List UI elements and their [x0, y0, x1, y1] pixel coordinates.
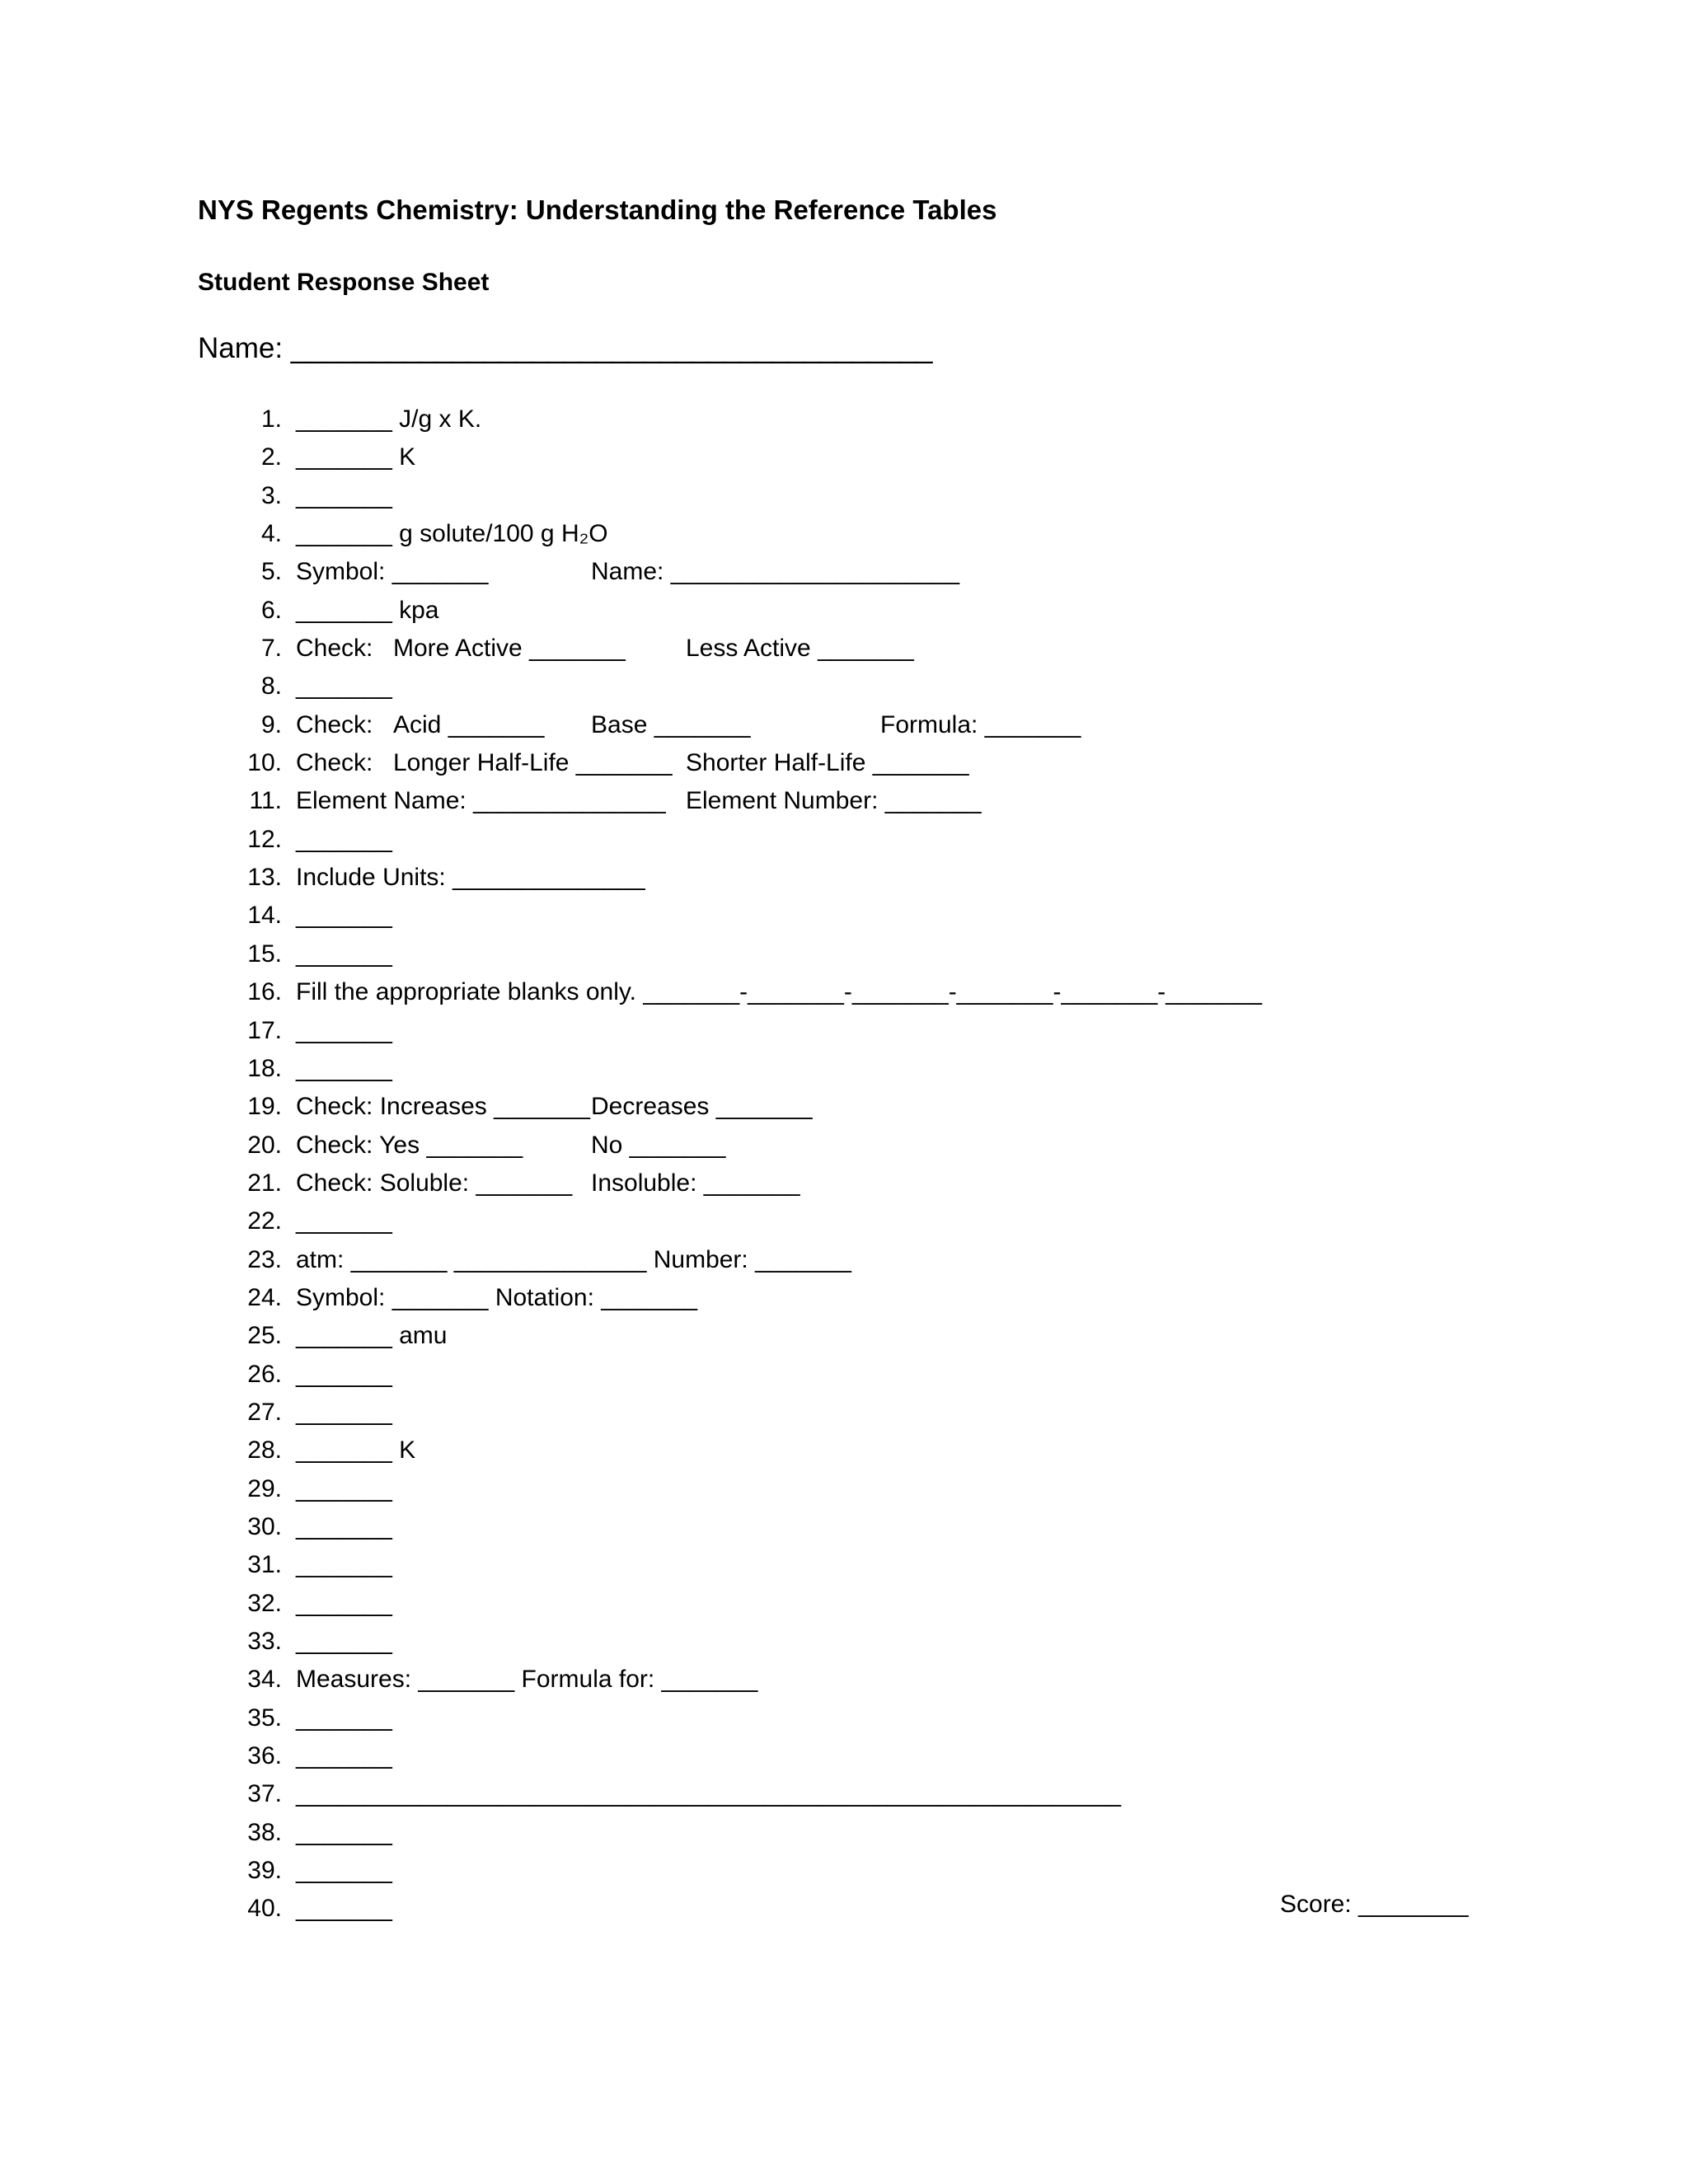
list-item: [0, 1814, 1688, 1852]
list-item: [0, 1394, 1688, 1432]
answer-field[interactable]: _______: [296, 1589, 392, 1617]
answer-field[interactable]: Base _______: [591, 710, 751, 738]
answer-field[interactable]: _______: [296, 1054, 392, 1082]
list-item: [0, 1241, 1688, 1279]
answer-field[interactable]: _______: [296, 940, 392, 968]
answer-field[interactable]: Check: Soluble: _______: [296, 1169, 573, 1197]
name-field[interactable]: Name: ________________________________________: [198, 332, 933, 364]
item-number: 8.: [260, 673, 282, 701]
answer-field[interactable]: Name: _____________________: [591, 558, 960, 586]
item-number: 29.: [247, 1474, 282, 1502]
answer-field[interactable]: Longer Half-Life _______: [393, 749, 673, 777]
item-number: 33.: [247, 1628, 282, 1655]
list-item: [0, 821, 1688, 859]
list-item: [0, 630, 1688, 668]
answer-field[interactable]: _______: [296, 1360, 392, 1388]
item-number: 13.: [247, 864, 282, 892]
answer-field[interactable]: _______: [296, 1207, 392, 1235]
item-number: 11.: [249, 787, 282, 815]
list-item: [0, 438, 1688, 476]
item-number: 2.: [260, 443, 282, 471]
list-item: [0, 897, 1688, 935]
list-item: [0, 477, 1688, 515]
list-item: [0, 668, 1688, 705]
list-item: [0, 1088, 1688, 1126]
list-item: [0, 1546, 1688, 1584]
answer-field[interactable]: _______: [296, 1474, 392, 1502]
answer-field[interactable]: _______: [296, 1551, 392, 1579]
answer-field[interactable]: Check: Yes _______: [296, 1131, 523, 1159]
answer-field[interactable]: _______ amu: [296, 1322, 448, 1350]
item-number: 37.: [247, 1780, 282, 1808]
item-number: 26.: [247, 1360, 282, 1388]
answer-field[interactable]: Check:: [296, 635, 373, 663]
list-item: [0, 1127, 1688, 1165]
list-item: [0, 1356, 1688, 1394]
list-item: [0, 592, 1688, 630]
answer-field[interactable]: _______: [296, 673, 392, 701]
answer-field[interactable]: _______: [296, 481, 392, 509]
list-item: [0, 706, 1688, 744]
list-item: [0, 1012, 1688, 1050]
list-item: [0, 401, 1688, 438]
item-number: 23.: [247, 1245, 282, 1273]
item-number: 34.: [247, 1666, 282, 1694]
item-number: 5.: [260, 558, 282, 586]
answer-field[interactable]: _______: [296, 1398, 392, 1426]
list-item: [0, 1661, 1688, 1699]
page-subtitle: Student Response Sheet: [198, 269, 490, 296]
item-number: 27.: [247, 1398, 282, 1426]
item-number: 22.: [247, 1207, 282, 1235]
answer-field[interactable]: Acid _______: [393, 710, 545, 738]
answer-field[interactable]: Element Name: ______________: [296, 787, 666, 815]
item-number: 25.: [247, 1322, 282, 1350]
list-item: [0, 1470, 1688, 1508]
answer-field[interactable]: Shorter Half-Life _______: [686, 749, 969, 777]
answer-field[interactable]: _______: [296, 1742, 392, 1770]
item-number: 28.: [247, 1436, 282, 1465]
item-number: 14.: [247, 902, 282, 930]
answer-field[interactable]: _______: [296, 1704, 392, 1732]
answer-field[interactable]: _______: [296, 825, 392, 853]
answer-field[interactable]: Measures: _______ Formula for: _______: [296, 1666, 758, 1694]
answer-field[interactable]: atm: _______ ______________ Number: _______: [296, 1245, 851, 1273]
answer-field[interactable]: _______: [296, 1628, 392, 1655]
list-item: [0, 1585, 1688, 1623]
item-number: 15.: [247, 940, 282, 968]
answer-field[interactable]: ____________________________________________________________: [296, 1780, 1122, 1808]
answer-field[interactable]: Symbol: _______: [296, 558, 489, 586]
answer-field[interactable]: _______: [296, 1512, 392, 1540]
item-number: 32.: [247, 1589, 282, 1617]
answer-field[interactable]: _______ J/g x K.: [296, 405, 482, 433]
answer-field[interactable]: _______: [296, 1895, 392, 1923]
answer-field[interactable]: Check:: [296, 749, 373, 777]
answer-field[interactable]: _______: [296, 1857, 392, 1885]
item-number: 12.: [247, 825, 282, 853]
list-item: [0, 1050, 1688, 1088]
answer-field[interactable]: Decreases _______: [591, 1093, 813, 1121]
item-number: 17.: [247, 1016, 282, 1044]
list-item: [0, 1775, 1688, 1813]
list-item: [0, 935, 1688, 973]
item-number: 9.: [260, 710, 282, 738]
answer-field[interactable]: Less Active _______: [686, 635, 914, 663]
item-number: 19.: [247, 1093, 282, 1121]
answer-field[interactable]: Element Number: _______: [686, 787, 982, 815]
response-list: [0, 401, 1688, 1929]
list-item: [0, 744, 1688, 782]
list-item: [0, 1432, 1688, 1469]
answer-field[interactable]: _______ g solute/100 g H₂O: [296, 520, 608, 548]
list-item: [0, 1202, 1688, 1240]
item-number: 21.: [247, 1169, 282, 1197]
answer-field[interactable]: Fill the appropriate blanks only. _______-_______-_______-_______-_______-_______: [296, 978, 1263, 1006]
answer-field[interactable]: Insoluble: _______: [591, 1169, 800, 1197]
list-item: [0, 859, 1688, 897]
list-item: [0, 1165, 1688, 1202]
list-item: [0, 553, 1688, 591]
list-item: [0, 1737, 1688, 1775]
answer-field[interactable]: _______: [296, 902, 392, 930]
answer-field[interactable]: Formula: _______: [880, 710, 1081, 738]
list-item: [0, 1508, 1688, 1546]
item-number: 40.: [247, 1895, 282, 1923]
item-number: 31.: [247, 1551, 282, 1579]
list-item: [0, 1623, 1688, 1661]
answer-field[interactable]: Check:: [296, 710, 373, 738]
list-item: [0, 1699, 1688, 1737]
answer-field[interactable]: _______ K: [296, 443, 416, 471]
item-number: 3.: [260, 481, 282, 509]
item-number: 18.: [247, 1054, 282, 1082]
item-number: 36.: [247, 1742, 282, 1770]
answer-field[interactable]: More Active _______: [393, 635, 626, 663]
list-item: [0, 515, 1688, 553]
page-title: NYS Regents Chemistry: Understanding the Reference Tables: [198, 194, 997, 225]
answer-field[interactable]: No _______: [591, 1131, 726, 1159]
score-field[interactable]: Score: ________: [1280, 1891, 1469, 1918]
list-item: [0, 1279, 1688, 1317]
item-number: 10.: [247, 749, 282, 777]
answer-field[interactable]: Symbol: _______ Notation: _______: [296, 1283, 698, 1311]
answer-field[interactable]: _______ kpa: [296, 596, 439, 624]
item-number: 1.: [260, 405, 282, 433]
item-number: 39.: [247, 1857, 282, 1885]
item-number: 16.: [247, 978, 282, 1006]
answer-field[interactable]: _______ K: [296, 1436, 416, 1465]
list-item: [0, 1852, 1688, 1890]
item-number: 24.: [247, 1283, 282, 1311]
item-number: 38.: [247, 1818, 282, 1846]
answer-field[interactable]: _______: [296, 1016, 392, 1044]
list-item: [0, 1317, 1688, 1355]
item-number: 30.: [247, 1512, 282, 1540]
list-item: [0, 782, 1688, 820]
answer-field[interactable]: _______: [296, 1818, 392, 1846]
answer-field[interactable]: Check: Increases _______: [296, 1093, 590, 1121]
answer-field[interactable]: Include Units: ______________: [296, 864, 645, 892]
list-item: [0, 973, 1688, 1011]
item-number: 20.: [247, 1131, 282, 1159]
item-number: 35.: [247, 1704, 282, 1732]
item-number: 4.: [260, 520, 282, 548]
item-number: 7.: [260, 635, 282, 663]
item-number: 6.: [260, 596, 282, 624]
